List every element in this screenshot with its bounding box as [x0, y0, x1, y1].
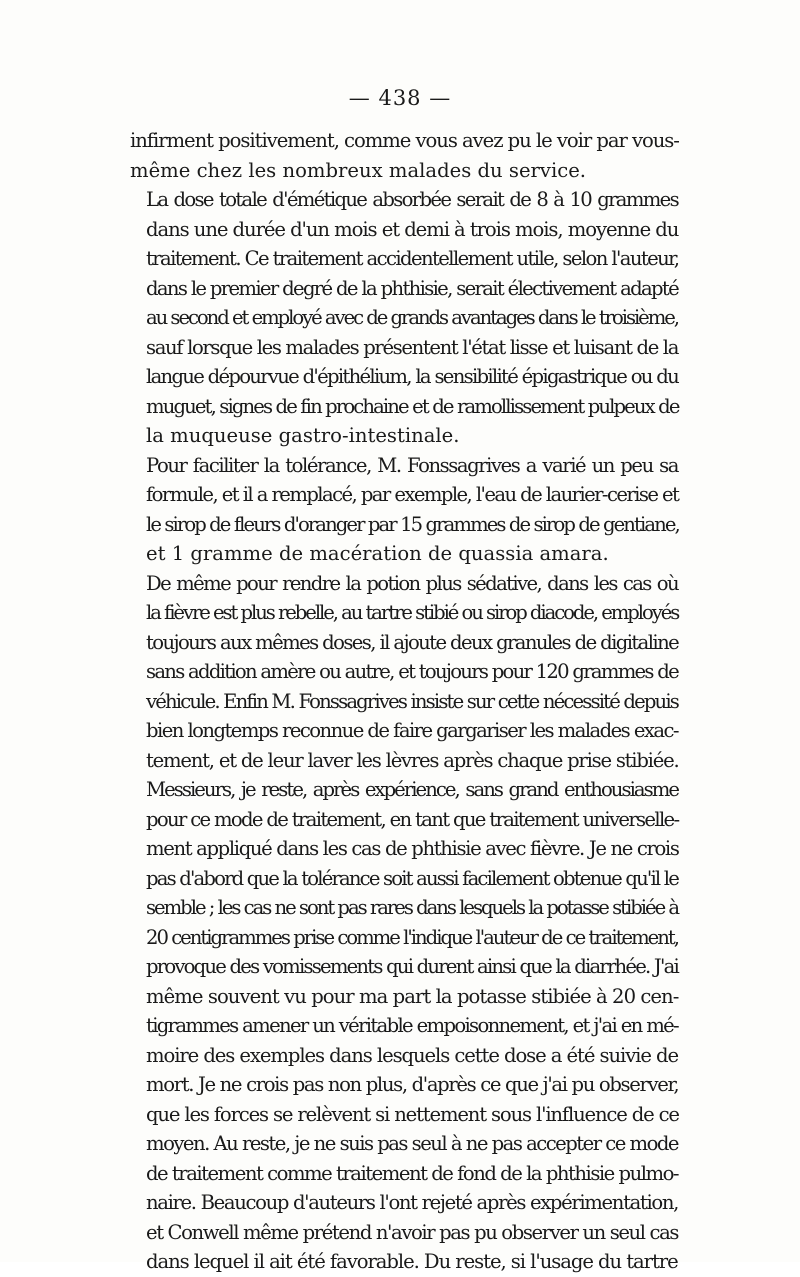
paragraph [130, 126, 678, 185]
page-number: — 438 — [348, 86, 452, 110]
text-line: traitement. Ce traitement accidentellement utile, selon l'auteur, [146, 247, 679, 270]
text-line: langue dépourvue d'épithélium, la sensibilité épigastrique ou du [146, 365, 678, 388]
text-line: même souvent vu pour ma part la potasse stibiée à 20 cen- [146, 984, 679, 1008]
text-line: la muqueuse gastro-intestinale. [146, 424, 460, 447]
text-line: la fièvre est plus rebelle, au tartre stibié ou sirop diacode, employés [146, 601, 679, 624]
text-line: Messieurs, je reste, après expérience, sans grand enthousiasme [146, 778, 678, 801]
text-line: sans addition amère ou autre, et toujours pour 120 grammes de [146, 660, 678, 683]
text-line: provoque des vomissements qui durent ainsi que la diarrhée. J'ai [146, 955, 678, 978]
paragraph [130, 185, 678, 451]
text-line: pour ce mode de traitement, en tant que traitement universelle- [146, 807, 679, 831]
text-line: et Conwell même prétend n'avoir pas pu observer un seul cas [146, 1220, 679, 1244]
body-text [130, 126, 678, 1277]
text-line: même chez les nombreux malades du service. [130, 158, 587, 182]
text-line: bien longtemps reconnue de faire gargariser les malades exac- [146, 719, 678, 742]
text-line: dans une durée d'un mois et demi à trois mois, moyenne du [146, 217, 679, 241]
text-line: muguet, signes de fin prochaine et de ramollissement pulpeux de [146, 394, 679, 418]
text-line: semble ; les cas ne sont pas rares dans lesquels la potasse stibiée à [146, 896, 679, 919]
text-line: 20 centigrammes prise comme l'indique l'auteur de ce traitement, [146, 925, 678, 949]
text-line: tement, et de leur laver les lèvres après chaque prise stibiée. [146, 748, 679, 772]
text-line: dans lequel il ait été favorable. Du reste, si l'usage du tartre [146, 1250, 678, 1273]
text-line: mort. Je ne crois pas non plus, d'après ce que j'ai pu observer, [146, 1073, 679, 1096]
text-line: formule, et il a remplacé, par exemple, l'eau de laurier-cerise et [146, 483, 679, 506]
text-line: infirment positivement, comme vous avez pu le voir par vous- [130, 129, 679, 152]
text-line: de traitement comme traitement de fond de la phthisie pulmo- [146, 1161, 679, 1185]
text-line: De même pour rendre la potion plus sédative, dans les cas où [146, 571, 678, 595]
text-line: tigrammes amener un véritable empoisonnement, et j'ai en mé- [146, 1014, 678, 1037]
text-line: sauf lorsque les malades présentent l'état lisse et luisant de la [146, 335, 679, 359]
paragraph [130, 569, 678, 776]
text-line: moire des exemples dans lesquels cette dose a été suivie de [146, 1043, 678, 1067]
text-line: toujours aux mêmes doses, il ajoute deux granules de digitaline [146, 630, 679, 654]
text-line: dans le premier degré de la phthisie, serait électivement adapté [146, 276, 678, 300]
text-line: véhicule. Enfin M. Fonssagrives insiste sur cette nécessité depuis [146, 689, 678, 713]
text-line: moyen. Au reste, je ne suis pas seul à ne pas accepter ce mode [146, 1132, 678, 1155]
text-line: au second et employé avec de grands avantages dans le troisième, [146, 306, 678, 329]
text-line: le sirop de fleurs d'oranger par 15 grammes de sirop de gentiane, [146, 512, 679, 536]
text-line: naire. Beaucoup d'auteurs l'ont rejeté après expérimentation, [146, 1191, 678, 1214]
paragraph [130, 451, 678, 569]
text-line: La dose totale d'émétique absorbée serait de 8 à 10 grammes [146, 188, 678, 211]
text-line: Pour faciliter la tolérance, M. Fonssagrives a varié un peu sa [146, 453, 678, 477]
text-line: et 1 gramme de macération de quassia amara. [146, 542, 609, 565]
paragraph [130, 775, 678, 1277]
text-line: pas d'abord que la tolérance soit aussi facilement obtenue qu'il le [146, 866, 678, 890]
text-line: ment appliqué dans les cas de phthisie avec fièvre. Je ne crois [146, 837, 679, 860]
text-line: que les forces se relèvent si nettement sous l'influence de ce [146, 1102, 679, 1126]
